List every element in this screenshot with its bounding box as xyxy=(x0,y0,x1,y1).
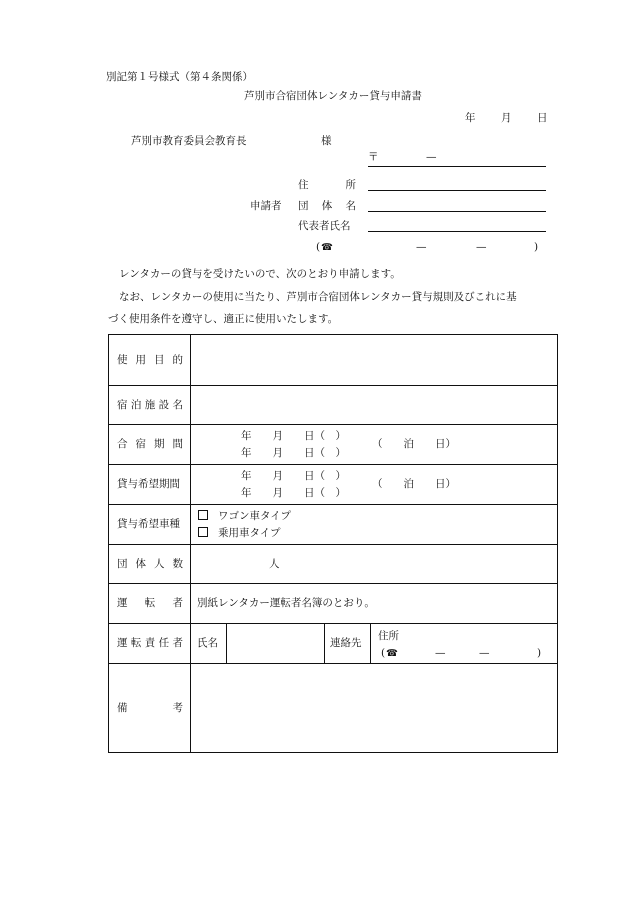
rental-end-date: 年 月 日（ ） xyxy=(241,486,346,499)
application-table xyxy=(108,334,558,753)
wagon-checkbox[interactable] xyxy=(198,510,208,520)
contact-input-cell[interactable] xyxy=(371,624,558,664)
camp-start-date: 年 月 日（ ） xyxy=(241,429,346,442)
phone-icon: ☎ xyxy=(321,242,333,253)
contact-phone-open: ( xyxy=(381,646,386,659)
body-paragraph-1: レンタカーの貸与を受けたいので、次のとおり申請します。 xyxy=(119,268,401,280)
camp-nights-days: （ 泊 日） xyxy=(372,438,456,451)
form-number: 別記第１号様式（第４条関係） xyxy=(106,71,253,83)
driver-chief-label-cell: 運 転 責 任 者 xyxy=(109,624,191,664)
camp-period-input-cell[interactable] xyxy=(191,425,558,465)
phone-open: ( xyxy=(316,241,321,253)
address-label: 住 所 xyxy=(298,179,356,191)
rental-period-input-cell[interactable] xyxy=(191,465,558,505)
group-name-label: 団 体 名 xyxy=(298,200,356,212)
group-size-label-cell: 団 体 人 数 xyxy=(109,545,191,584)
lodging-input-cell[interactable] xyxy=(191,386,558,425)
addressee-honorific: 様 xyxy=(321,135,332,147)
row-car-type xyxy=(109,505,558,545)
contact-dash-1: — xyxy=(435,646,446,659)
lodging-label-cell: 宿 泊 施 設 名 xyxy=(109,386,191,425)
row-lodging xyxy=(109,386,558,425)
group-size-input-cell[interactable] xyxy=(191,545,558,584)
representative-label: 代表者氏名 xyxy=(298,220,351,232)
group-name-line[interactable] xyxy=(368,211,546,212)
contact-dash-2: — xyxy=(479,646,490,659)
rental-nights-days: （ 泊 日） xyxy=(372,478,456,491)
camp-end-date: 年 月 日（ ） xyxy=(241,446,346,459)
car-type-label-cell: 貸与希望車種 xyxy=(109,505,191,545)
remarks-label-cell: 備 考 xyxy=(109,664,191,753)
body-paragraph-2-line-2: づく使用条件を遵守し、適正に使用いたします。 xyxy=(108,313,339,325)
phone-close: ) xyxy=(534,241,539,253)
postal-line[interactable] xyxy=(368,166,546,167)
drivers-note-cell xyxy=(191,584,558,624)
postal-mark: 〒 xyxy=(368,151,379,163)
chief-name-label-cell: 氏名 xyxy=(191,624,227,664)
phone-dash-2: — xyxy=(476,241,487,253)
date-month-label: 月 xyxy=(501,112,512,124)
drivers-label-cell: 運 転 者 xyxy=(109,584,191,624)
contact-phone-close: ) xyxy=(537,646,542,659)
row-rental-period xyxy=(109,465,558,505)
purpose-input-cell[interactable] xyxy=(191,335,558,386)
drivers-note: 別紙レンタカー運転者名簿のとおり。 xyxy=(197,597,375,610)
addressee-name: 芦別市教育委員会教育長 xyxy=(131,135,247,147)
phone-dash-1: — xyxy=(416,241,427,253)
body-paragraph-2-line-1: なお、レンタカーの使用に当たり、芦別市合宿団体レンタカー貸与規則及びこれに基 xyxy=(119,291,517,303)
date-day-label: 日 xyxy=(537,112,548,124)
row-group-size xyxy=(109,545,558,584)
row-drivers xyxy=(109,584,558,624)
chief-name-input-cell[interactable] xyxy=(227,624,325,664)
row-purpose xyxy=(109,335,558,386)
sedan-checkbox[interactable] xyxy=(198,527,208,537)
rental-period-label-cell: 貸与希望期間 xyxy=(109,465,191,505)
row-remarks xyxy=(109,664,558,753)
contact-phone-icon: ☎ xyxy=(386,647,398,659)
rental-start-date: 年 月 日（ ） xyxy=(241,469,346,482)
row-driver-chief xyxy=(109,624,558,664)
purpose-label-cell: 使 用 目 的 xyxy=(109,335,191,386)
persons-unit: 人 xyxy=(269,557,280,570)
applicant-label: 申請者 xyxy=(250,200,282,212)
contact-address-label: 住所 xyxy=(378,629,399,642)
car-type-options-cell xyxy=(191,505,558,545)
postal-dash: — xyxy=(426,151,437,163)
address-line[interactable] xyxy=(368,190,546,191)
car-option-sedan[interactable]: 乗用車タイプ xyxy=(191,525,557,542)
remarks-input-cell[interactable] xyxy=(191,664,558,753)
contact-label-cell: 連絡先 xyxy=(325,624,371,664)
date-year-label: 年 xyxy=(465,112,476,124)
camp-period-label-cell: 合 宿 期 間 xyxy=(109,425,191,465)
form-title: 芦別市合宿団体レンタカー貸与申請書 xyxy=(244,90,422,102)
row-camp-period xyxy=(109,425,558,465)
representative-line[interactable] xyxy=(368,231,546,232)
car-option-wagon[interactable]: ワゴン車タイプ xyxy=(191,508,557,525)
